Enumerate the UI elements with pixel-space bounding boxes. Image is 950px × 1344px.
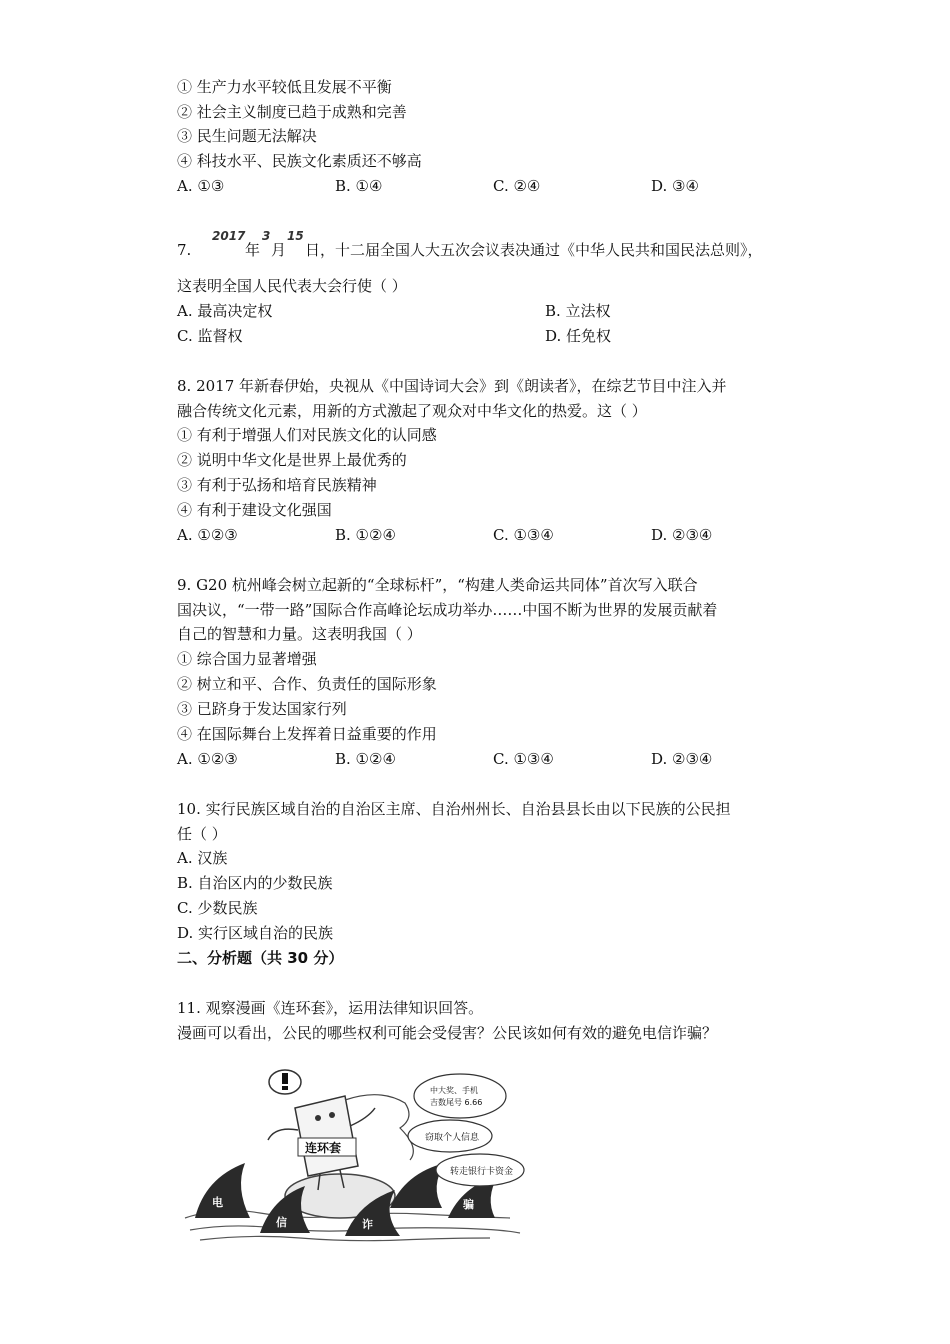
q9-option-d[interactable]: D. ②③④ <box>651 750 713 768</box>
q8-line-1: 8. 2017 年新春伊始，央视从《中国诗词大会》到《朗读者》，在综艺节目中注入并 <box>177 377 727 395</box>
fin-label-2: 信 <box>276 1216 287 1229</box>
q6-option-b[interactable]: B. ①④ <box>335 177 383 195</box>
q7-month: 3 <box>262 229 271 243</box>
q7-month-suffix: 月 <box>271 241 287 259</box>
q8-line-2: 融合传统文化元素，用新的方式激起了观众对中华文化的热爱。这（ ） <box>177 402 647 420</box>
q9-option-b[interactable]: B. ①②④ <box>335 750 396 768</box>
exclamation-bubble-icon <box>269 1070 301 1094</box>
bubble-1-line-1: 中大奖、手机 <box>430 1086 478 1095</box>
q7-year: 2017 <box>212 229 246 243</box>
q8-item-3: ③ 有利于弘扬和培育民族精神 <box>177 476 377 494</box>
q7-year-suffix: 年 <box>245 241 261 259</box>
q7-day: 15 <box>287 229 304 243</box>
q6-item-2: ② 社会主义制度已趋于成熟和完善 <box>177 103 407 121</box>
q6-option-a[interactable]: A. ①③ <box>177 177 225 195</box>
q6-option-d[interactable]: D. ③④ <box>651 177 699 195</box>
q7-number: 7. <box>177 241 192 259</box>
q9-option-a[interactable]: A. ①②③ <box>177 750 238 768</box>
q11-line-2: 漫画可以看出，公民的哪些权利可能会受侵害？公民该如何有效的避免电信诈骗？ <box>177 1024 718 1042</box>
tag-title: 连环套 <box>305 1141 342 1155</box>
q9-line-2: 国决议，“一带一路”国际合作高峰论坛成功举办……中国不断为世界的发展贡献着 <box>177 601 718 619</box>
q10-option-b[interactable]: B. 自治区内的少数民族 <box>177 874 333 892</box>
q8-item-4: ④ 有利于建设文化强国 <box>177 501 332 519</box>
q9-line-1: 9. G20 杭州峰会树立起新的“全球标杆”，“构建人类命运共同体”首次写入联合 <box>177 576 698 594</box>
q6-item-1: ① 生产力水平较低且发展不平衡 <box>177 78 392 96</box>
q6-item-3: ③ 民生问题无法解决 <box>177 127 317 145</box>
q9-item-3: ③ 已跻身于发达国家行列 <box>177 700 347 718</box>
q10-line-2: 任（ ） <box>177 825 227 843</box>
q8-option-c[interactable]: C. ①③④ <box>493 526 554 544</box>
bubble-1-line-2: 吉数尾号 6.66 <box>430 1098 483 1107</box>
q8-item-1: ① 有利于增强人们对民族文化的认同感 <box>177 426 437 444</box>
q10-line-1: 10. 实行民族区域自治的自治区主席、自治州州长、自治县县长由以下民族的公民担 <box>177 800 731 818</box>
q9-item-4: ④ 在国际舞台上发挥着日益重要的作用 <box>177 725 437 743</box>
cartoon-illustration <box>180 1068 540 1248</box>
q9-item-2: ② 树立和平、合作、负责任的国际形象 <box>177 675 437 693</box>
q9-item-1: ① 综合国力显著增强 <box>177 650 317 668</box>
q7-text-rest: 日，十二届全国人大五次会议表决通过《中华人民共和国民法总则》， <box>305 241 763 259</box>
q10-option-a[interactable]: A. 汉族 <box>177 849 228 867</box>
q9-option-c[interactable]: C. ①③④ <box>493 750 554 768</box>
shark-fin-1 <box>195 1163 250 1218</box>
q8-option-a[interactable]: A. ①②③ <box>177 526 238 544</box>
q10-option-c[interactable]: C. 少数民族 <box>177 899 258 917</box>
q10-option-d[interactable]: D. 实行区域自治的民族 <box>177 924 334 942</box>
q7-option-a[interactable]: A. 最高决定权 <box>177 302 273 320</box>
section-title: 二、分析题（共 30 分） <box>177 949 344 967</box>
q8-option-b[interactable]: B. ①②④ <box>335 526 396 544</box>
fin-label-4: 骗 <box>463 1198 474 1211</box>
bubble-3-text: 转走银行卡资金 <box>450 1167 514 1177</box>
q11-line-1: 11. 观察漫画《连环套》，运用法律知识回答。 <box>177 999 484 1017</box>
q7-option-d[interactable]: D. 任免权 <box>545 327 612 345</box>
q7-option-b[interactable]: B. 立法权 <box>545 302 611 320</box>
q8-item-2: ② 说明中华文化是世界上最优秀的 <box>177 451 407 469</box>
q9-line-3: 自己的智慧和力量。这表明我国（ ） <box>177 625 422 643</box>
q8-option-d[interactable]: D. ②③④ <box>651 526 713 544</box>
fin-label-3: 诈 <box>362 1218 373 1231</box>
fin-label-1: 电 <box>212 1196 223 1209</box>
q7-option-c[interactable]: C. 监督权 <box>177 327 243 345</box>
bubble-2-text: 窃取个人信息 <box>425 1133 480 1143</box>
bubble-1 <box>414 1074 506 1118</box>
q7-line-2: 这表明全国人民代表大会行使（ ） <box>177 277 407 295</box>
q6-item-4: ④ 科技水平、民族文化素质还不够高 <box>177 152 422 170</box>
q6-option-c[interactable]: C. ②④ <box>493 177 541 195</box>
